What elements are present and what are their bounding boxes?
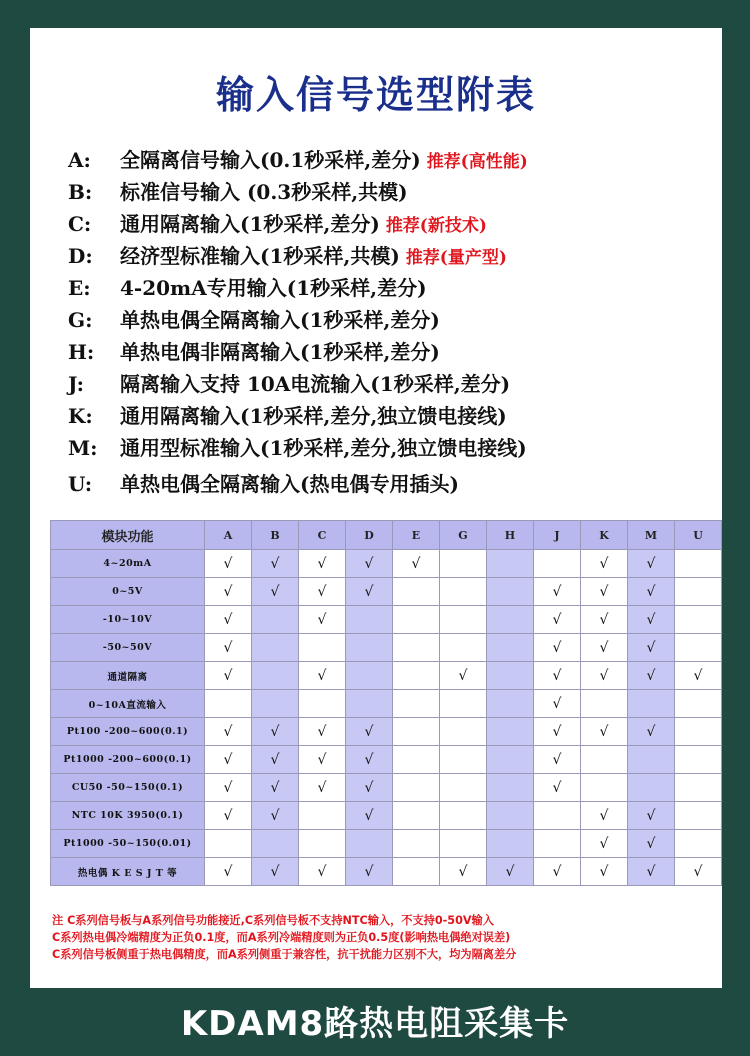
- column-header: K: [581, 521, 628, 550]
- check-cell: √: [628, 858, 675, 886]
- option-key: U:: [68, 472, 93, 496]
- empty-cell: [346, 634, 393, 662]
- option-text: 通用型标准输入(1秒采样,差分,独立馈电接线): [120, 436, 527, 460]
- empty-cell: [299, 690, 346, 718]
- check-cell: √: [205, 662, 252, 690]
- check-cell: √: [299, 606, 346, 634]
- option-key: K:: [68, 404, 93, 428]
- column-header: B: [252, 521, 299, 550]
- column-header: G: [440, 521, 487, 550]
- check-cell: √: [581, 662, 628, 690]
- empty-cell: [487, 746, 534, 774]
- check-cell: √: [628, 634, 675, 662]
- check-cell: √: [205, 578, 252, 606]
- page-title: 输入信号选型附表: [215, 73, 536, 117]
- option-text: 经济型标准输入(1秒采样,共模): [120, 244, 400, 268]
- check-cell: √: [534, 578, 581, 606]
- table-row: [51, 802, 722, 830]
- empty-cell: [534, 802, 581, 830]
- check-cell: √: [252, 802, 299, 830]
- option-item: [68, 272, 718, 304]
- check-cell: √: [393, 550, 440, 578]
- check-cell: √: [581, 802, 628, 830]
- row-label: NTC 10K 3950(0.1): [51, 802, 205, 830]
- option-list: [68, 144, 718, 500]
- check-cell: √: [581, 718, 628, 746]
- note-line: C系列热电偶冷端精度为正负0.1度，而A系列冷端精度则为正负0.5度(影响热电偶绝对误差): [52, 931, 511, 944]
- table-row: [51, 830, 722, 858]
- check-cell: √: [581, 578, 628, 606]
- empty-cell: [675, 634, 722, 662]
- empty-cell: [393, 690, 440, 718]
- empty-cell: [299, 634, 346, 662]
- note-line: C系列信号板侧重于热电偶精度，而A系列侧重于兼容性，抗干扰能力区别不大，均为隔离差分: [52, 948, 517, 961]
- empty-cell: [487, 550, 534, 578]
- empty-cell: [393, 858, 440, 886]
- check-cell: √: [299, 550, 346, 578]
- check-cell: √: [346, 746, 393, 774]
- empty-cell: [675, 690, 722, 718]
- row-label: 热电偶 K E S J T 等: [51, 858, 205, 886]
- check-cell: √: [534, 690, 581, 718]
- check-cell: √: [534, 774, 581, 802]
- option-key: J:: [68, 372, 85, 396]
- recommend-badge: 推荐(新技术): [385, 216, 487, 236]
- empty-cell: [487, 774, 534, 802]
- empty-cell: [487, 606, 534, 634]
- option-item: [68, 240, 718, 272]
- option-item: [68, 336, 718, 368]
- note-line: 注 C系列信号板与A系列信号功能接近,C系列信号板不支持NTC输入，不支持0-50V输入: [52, 914, 494, 927]
- check-cell: √: [346, 858, 393, 886]
- empty-cell: [534, 550, 581, 578]
- empty-cell: [628, 690, 675, 718]
- notes-block: [52, 912, 722, 963]
- check-cell: √: [581, 606, 628, 634]
- option-text: 标准信号输入 (0.3秒采样,共模): [120, 180, 408, 204]
- check-cell: √: [299, 858, 346, 886]
- option-key: M:: [68, 436, 98, 460]
- check-cell: √: [299, 662, 346, 690]
- check-cell: √: [205, 774, 252, 802]
- function-table: [50, 520, 722, 886]
- row-label: 0~5V: [51, 578, 205, 606]
- empty-cell: [440, 802, 487, 830]
- empty-cell: [393, 718, 440, 746]
- check-cell: √: [346, 802, 393, 830]
- row-label: -10~10V: [51, 606, 205, 634]
- check-cell: √: [346, 774, 393, 802]
- check-cell: √: [581, 830, 628, 858]
- empty-cell: [487, 802, 534, 830]
- column-header: C: [299, 521, 346, 550]
- table-row: [51, 578, 722, 606]
- check-cell: √: [346, 718, 393, 746]
- table-row: [51, 718, 722, 746]
- check-cell: √: [628, 578, 675, 606]
- check-cell: √: [628, 662, 675, 690]
- table-row: [51, 746, 722, 774]
- option-text: 单热电偶全隔离输入(1秒采样,差分): [120, 308, 440, 332]
- check-cell: √: [252, 746, 299, 774]
- empty-cell: [346, 690, 393, 718]
- option-item: [68, 368, 718, 400]
- table-row: [51, 634, 722, 662]
- check-cell: √: [205, 718, 252, 746]
- footer-title: KDAM8路热电阻采集卡: [180, 1004, 570, 1044]
- table-head-label: 模块功能: [51, 521, 205, 550]
- option-item: [68, 400, 718, 432]
- empty-cell: [487, 690, 534, 718]
- row-label: Pt1000 -50~150(0.01): [51, 830, 205, 858]
- check-cell: √: [675, 662, 722, 690]
- empty-cell: [299, 830, 346, 858]
- check-cell: √: [346, 550, 393, 578]
- table-row: [51, 774, 722, 802]
- check-cell: √: [628, 550, 675, 578]
- empty-cell: [252, 634, 299, 662]
- empty-cell: [346, 662, 393, 690]
- column-header: D: [346, 521, 393, 550]
- row-label: Pt1000 -200~600(0.1): [51, 746, 205, 774]
- row-label: Pt100 -200~600(0.1): [51, 718, 205, 746]
- empty-cell: [393, 634, 440, 662]
- check-cell: √: [440, 858, 487, 886]
- check-cell: √: [252, 578, 299, 606]
- check-cell: √: [581, 634, 628, 662]
- option-text: 单热电偶非隔离输入(1秒采样,差分): [120, 340, 440, 364]
- check-cell: √: [299, 774, 346, 802]
- table-row: [51, 550, 722, 578]
- option-key: B:: [68, 180, 93, 204]
- empty-cell: [440, 578, 487, 606]
- option-key: A:: [68, 148, 91, 172]
- row-label: 0~10A直流输入: [51, 690, 205, 718]
- check-cell: √: [205, 634, 252, 662]
- option-item: [68, 176, 718, 208]
- check-cell: √: [534, 634, 581, 662]
- empty-cell: [346, 830, 393, 858]
- empty-cell: [252, 690, 299, 718]
- check-cell: √: [252, 858, 299, 886]
- column-header: J: [534, 521, 581, 550]
- empty-cell: [393, 606, 440, 634]
- spec-card: [30, 28, 722, 988]
- check-cell: √: [675, 858, 722, 886]
- option-item: [68, 144, 718, 176]
- option-text: 单热电偶全隔离输入(热电偶专用插头): [120, 472, 459, 496]
- option-text: 隔离输入支持 10A电流输入(1秒采样,差分): [120, 372, 511, 396]
- check-cell: √: [440, 662, 487, 690]
- check-cell: √: [487, 858, 534, 886]
- check-cell: √: [299, 578, 346, 606]
- option-item: [68, 468, 718, 500]
- empty-cell: [393, 830, 440, 858]
- check-cell: √: [628, 606, 675, 634]
- option-key: H:: [68, 340, 95, 364]
- empty-cell: [628, 746, 675, 774]
- check-cell: √: [299, 746, 346, 774]
- option-text: 通用隔离输入(1秒采样,差分): [120, 212, 380, 236]
- check-cell: √: [299, 718, 346, 746]
- empty-cell: [675, 802, 722, 830]
- empty-cell: [675, 718, 722, 746]
- empty-cell: [393, 746, 440, 774]
- empty-cell: [346, 606, 393, 634]
- check-cell: √: [205, 746, 252, 774]
- empty-cell: [675, 550, 722, 578]
- empty-cell: [252, 662, 299, 690]
- empty-cell: [440, 606, 487, 634]
- table-row: [51, 662, 722, 690]
- empty-cell: [440, 830, 487, 858]
- empty-cell: [628, 774, 675, 802]
- empty-cell: [205, 830, 252, 858]
- empty-cell: [440, 690, 487, 718]
- option-item: [68, 304, 718, 336]
- check-cell: √: [628, 718, 675, 746]
- row-label: 4~20mA: [51, 550, 205, 578]
- empty-cell: [487, 718, 534, 746]
- check-cell: √: [252, 550, 299, 578]
- empty-cell: [393, 774, 440, 802]
- recommend-badge: 推荐(量产型): [405, 248, 507, 268]
- empty-cell: [252, 830, 299, 858]
- option-key: E:: [68, 276, 91, 300]
- check-cell: √: [252, 774, 299, 802]
- empty-cell: [440, 550, 487, 578]
- option-item: [68, 432, 718, 464]
- check-cell: √: [346, 578, 393, 606]
- empty-cell: [675, 606, 722, 634]
- check-cell: √: [534, 858, 581, 886]
- empty-cell: [675, 774, 722, 802]
- empty-cell: [440, 718, 487, 746]
- column-header: A: [205, 521, 252, 550]
- empty-cell: [440, 746, 487, 774]
- check-cell: √: [205, 606, 252, 634]
- option-key: D:: [68, 244, 93, 268]
- row-label: 通道隔离: [51, 662, 205, 690]
- check-cell: √: [534, 662, 581, 690]
- empty-cell: [675, 578, 722, 606]
- empty-cell: [487, 830, 534, 858]
- check-cell: √: [205, 550, 252, 578]
- option-text: 4-20mA专用输入(1秒采样,差分): [120, 276, 427, 300]
- check-cell: √: [581, 550, 628, 578]
- check-cell: √: [628, 830, 675, 858]
- check-cell: √: [252, 718, 299, 746]
- empty-cell: [581, 774, 628, 802]
- table-row: [51, 858, 722, 886]
- empty-cell: [252, 606, 299, 634]
- column-header: H: [487, 521, 534, 550]
- option-item: [68, 208, 718, 240]
- empty-cell: [299, 802, 346, 830]
- check-cell: √: [628, 802, 675, 830]
- table-row: [51, 606, 722, 634]
- empty-cell: [205, 690, 252, 718]
- empty-cell: [440, 774, 487, 802]
- option-text: 全隔离信号输入(0.1秒采样,差分): [120, 148, 421, 172]
- check-cell: √: [581, 858, 628, 886]
- empty-cell: [487, 634, 534, 662]
- check-cell: √: [534, 606, 581, 634]
- check-cell: √: [205, 858, 252, 886]
- empty-cell: [534, 830, 581, 858]
- row-label: -50~50V: [51, 634, 205, 662]
- empty-cell: [675, 830, 722, 858]
- check-cell: √: [534, 718, 581, 746]
- column-header: E: [393, 521, 440, 550]
- column-header: M: [628, 521, 675, 550]
- check-cell: √: [534, 746, 581, 774]
- option-key: C:: [68, 212, 92, 236]
- row-label: CU50 -50~150(0.1): [51, 774, 205, 802]
- empty-cell: [581, 746, 628, 774]
- empty-cell: [487, 578, 534, 606]
- empty-cell: [581, 690, 628, 718]
- recommend-badge: 推荐(高性能): [426, 152, 528, 172]
- table-row: [51, 690, 722, 718]
- empty-cell: [393, 802, 440, 830]
- check-cell: √: [205, 802, 252, 830]
- empty-cell: [393, 662, 440, 690]
- option-key: G:: [68, 308, 93, 332]
- empty-cell: [393, 578, 440, 606]
- empty-cell: [440, 634, 487, 662]
- empty-cell: [487, 662, 534, 690]
- column-header: U: [675, 521, 722, 550]
- option-text: 通用隔离输入(1秒采样,差分,独立馈电接线): [120, 404, 507, 428]
- empty-cell: [675, 746, 722, 774]
